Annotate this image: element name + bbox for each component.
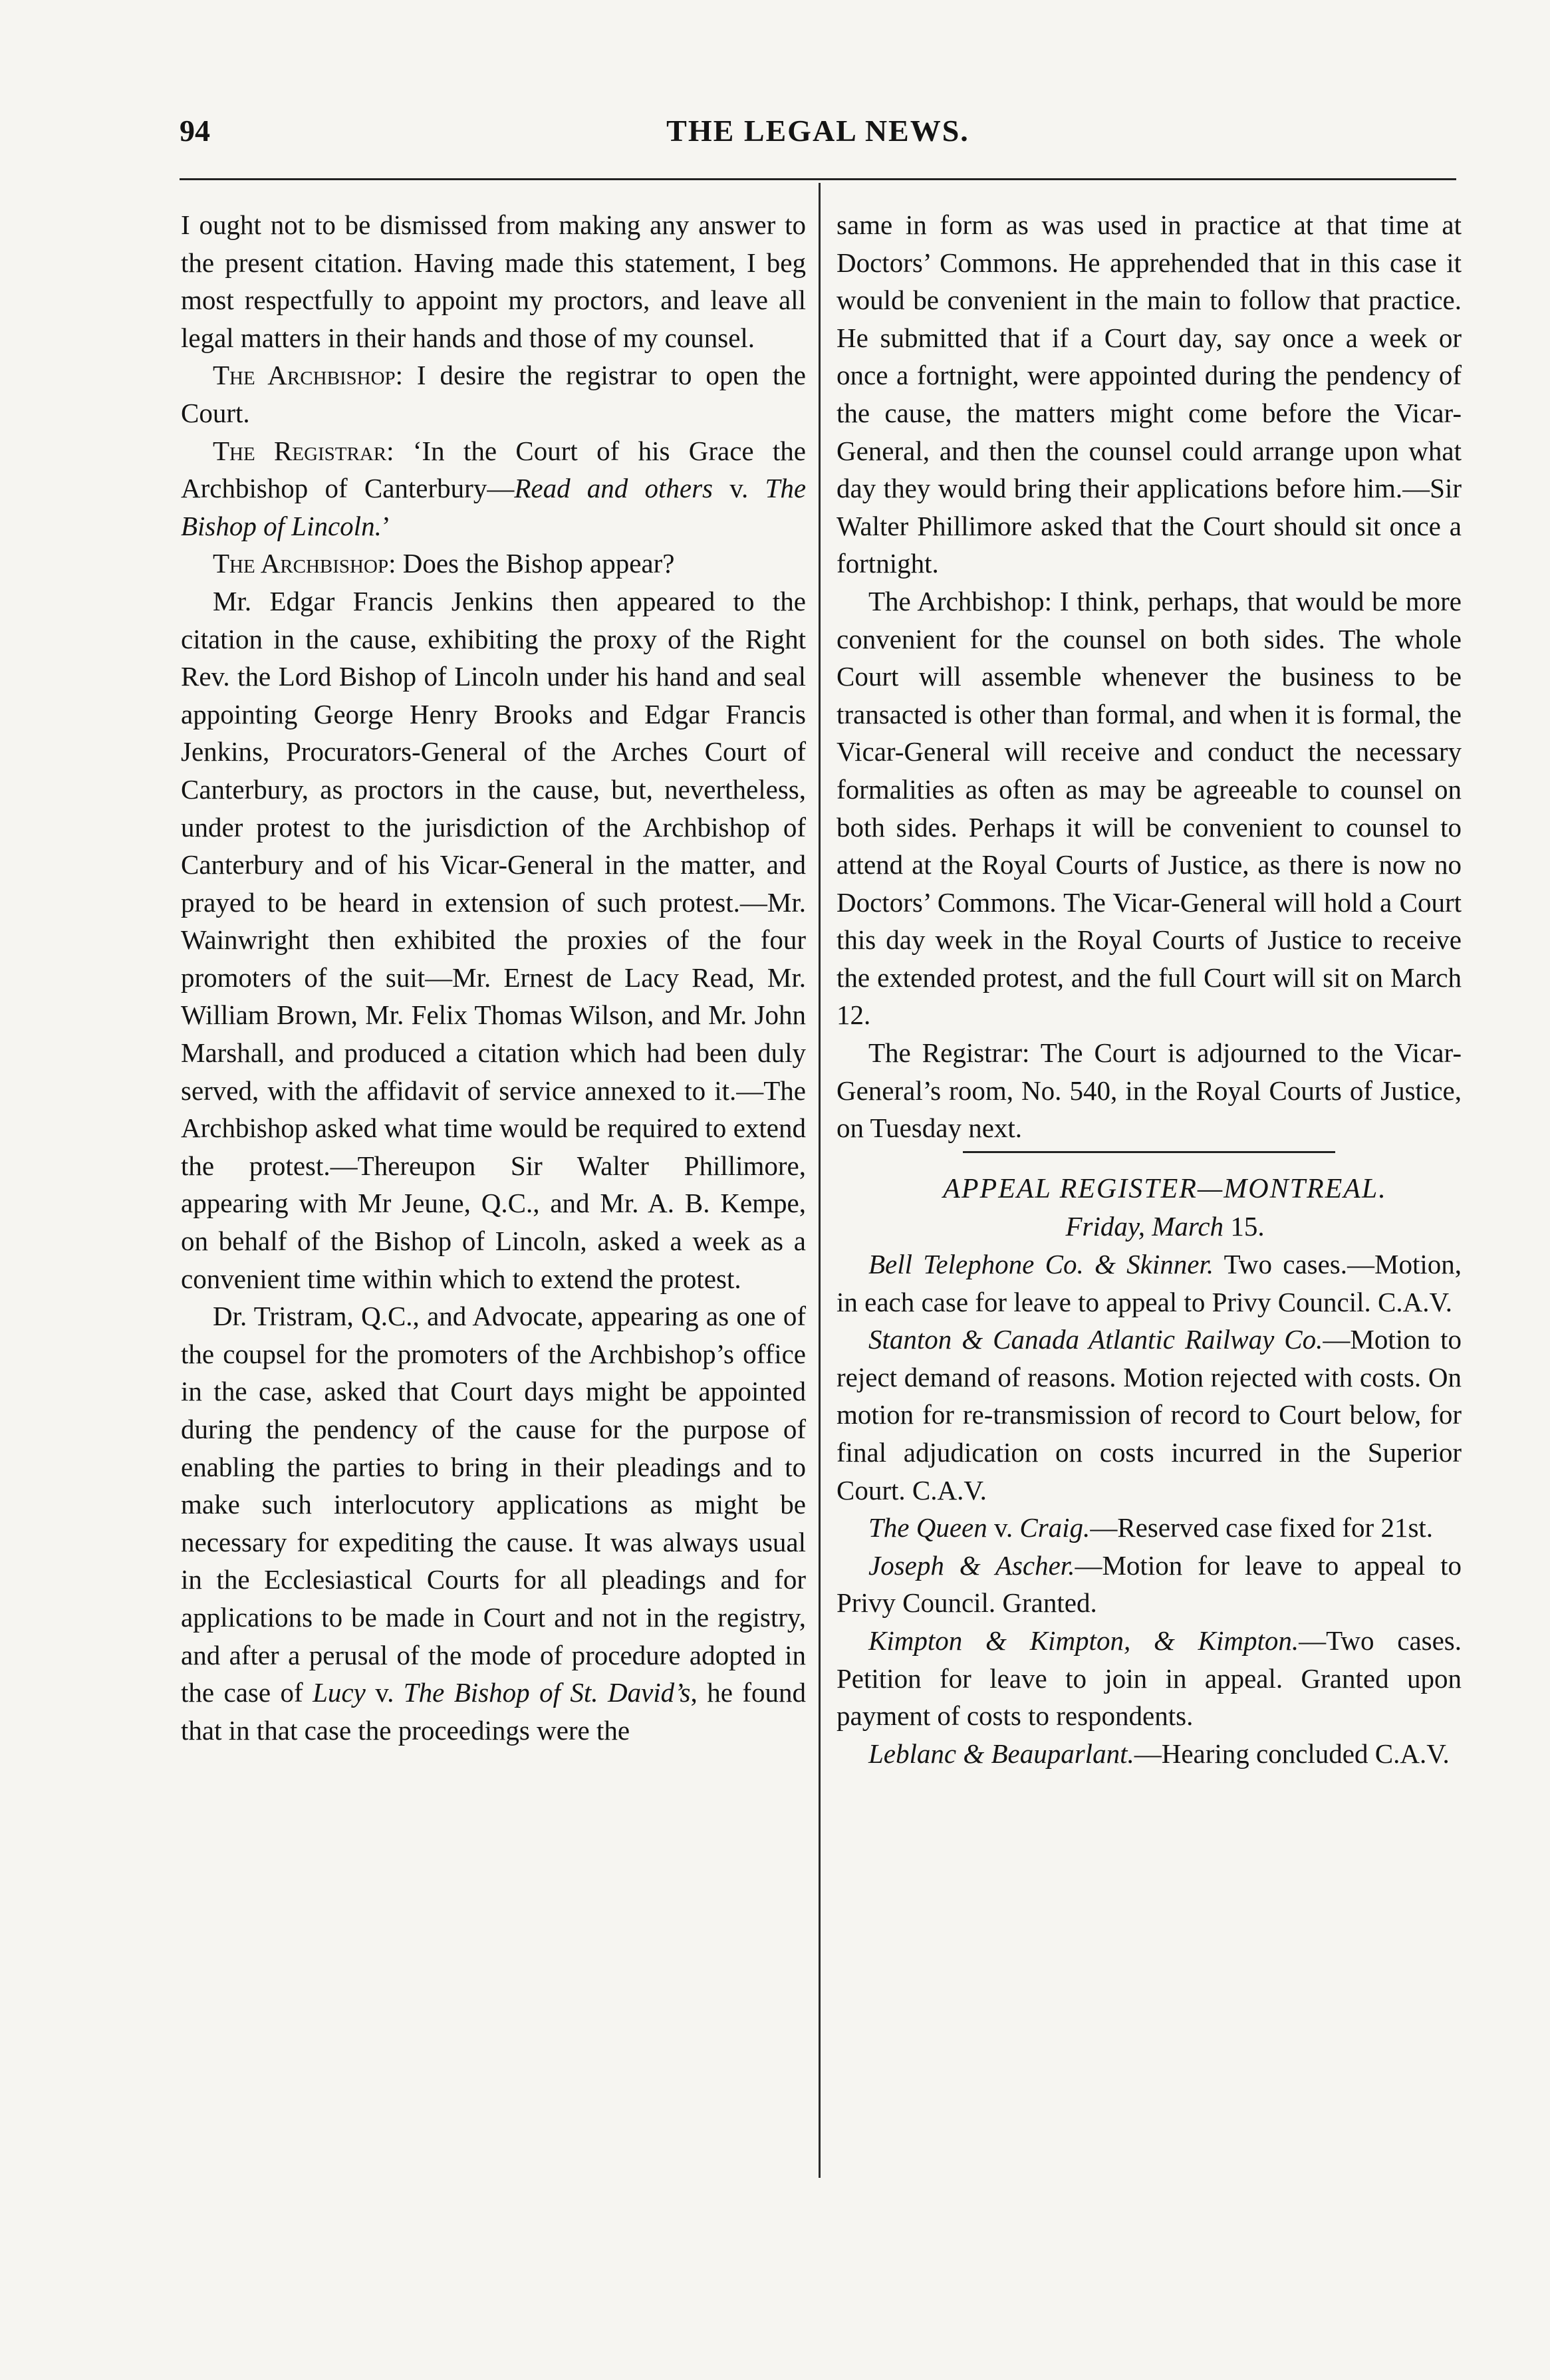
right-paragraph-1: same in form as was used in practice at that time at Doctors’ Commons. He apprehended that in this case it would be convenient in the main to follow that practice. He submitted that if a Court day, say once a week or once a fortnight, were appointed during the pendency of the cause, the matters might come before the Vicar-General, and then the counsel could arrange upon what day they would bring their applications before him.—Sir Walter Phillimore asked that the Court should sit once a fortnight.: [837, 209, 1462, 579]
appeal-entry: [837, 1509, 1462, 1547]
versus: v.: [713, 473, 765, 504]
running-title: THE LEGAL NEWS.: [666, 114, 969, 148]
left-paragraph-5: Mr. Edgar Francis Jenkins then appeared to the citation in the cause, exhibiting the proxy of the Right Rev. the Lord Bishop of Lincoln under his hand and seal appointing George Henry Brooks and Edgar Francis Jenkins, Procurators-General of the Arches Court of Canterbury, as proctors in the cause, but, nevertheless, under protest to the jurisdiction of the Archbishop of Canterbury and of his Vicar-General in the matter, and prayed to be heard in extension of such protest.—Mr. Wainwright then exhibited the proxies of the four promoters of the suit—Mr. Ernest de Lacy Read, Mr. William Brown, Mr. Felix Thomas Wilson, and Mr. John Marshall, and produced a citation which had been duly served, with the affidavit of service annexed to it.—The Archbishop asked what time would be required to extend the protest.—Thereupon Sir Walter Phillimore, appearing with Mr Jeune, Q.C., and Mr. A. B. Kempe, on behalf of the Bishop of Lincoln, asked a week as a convenient time within which to extend the protest.: [181, 585, 806, 1294]
case-name: The Bishop of Lincoln.: [181, 473, 807, 541]
paragraph-text: Dr. Tristram, Q.C., and Advocate, appearing as one of the coupsel for the promoters of the Archbishop’s office in the case, asked that Court days might be appointed during the pendency of the cause for the purpose of enabling the parties to bring in their pleadings and to make such interlocutory applications as might be necessary for expediting the cause. It was always usual in the Ecclesiastical Courts for all pleadings and for applications to be made in Court and not in the registry, and after a perusal of the mode of procedure adopted in the case of: [181, 1301, 806, 1708]
appeal-entry: [837, 1321, 1462, 1509]
appeal-entry: [837, 1622, 1462, 1735]
appeal-entry: [837, 1547, 1462, 1622]
case-name: Bell Telephone Co. & Skinner.: [868, 1249, 1214, 1280]
case-name: Read and others: [514, 473, 713, 504]
page-header: [180, 106, 1456, 166]
versus: v.: [987, 1512, 1020, 1543]
appeal-register-heading: APPEAL REGISTER—MONTREAL.: [943, 1173, 1387, 1204]
case-name: Stanton & Canada Atlantic Railway Co.: [868, 1324, 1323, 1355]
speaker-archbishop: The Archbishop:: [213, 548, 396, 579]
left-paragraph-1: I ought not to be dismissed from making any answer to the present citation. Having made this statement, I beg most respectfully to appoint my proctors, and leave all legal matters in their hands and those of my counsel.: [181, 209, 806, 353]
entry-text: —Motion to reject demand of reasons. Motion rejected with costs. On motion for re-transmission of record to Court below, for final adjudication on costs incurred in the Superior Court. C.A.V.: [837, 1324, 1462, 1506]
date-number: 15.: [1224, 1211, 1265, 1242]
versus: v.: [365, 1677, 404, 1708]
date-text: Friday, March: [1065, 1211, 1224, 1242]
case-name: The Queen: [868, 1512, 987, 1543]
quote-end: ’: [381, 510, 391, 541]
page-number: 94: [180, 114, 210, 148]
left-column: [181, 206, 806, 1749]
case-name: Joseph & Ascher.: [868, 1549, 1075, 1581]
speech-text: ‘In the Court of his Grace the Archbishop of Canterbury—: [181, 435, 806, 504]
speech-text: I desire the registrar to open the Court.: [181, 360, 806, 428]
section-rule: [963, 1151, 1335, 1153]
right-paragraph-3: The Registrar: The Court is adjourned to the Vicar-General’s room, No. 540, in the Royal Courts of Justice, on Tuesday next.: [837, 1037, 1462, 1144]
paragraph-text: , he found that in that case the proceedings were the: [181, 1677, 806, 1746]
entry-text: —Hearing concluded C.A.V.: [1134, 1738, 1450, 1769]
speech-text: Does the Bishop appear?: [396, 548, 675, 579]
right-column: [837, 206, 1462, 1772]
header-rule: [180, 178, 1456, 180]
entry-text: Two cases.—Motion, in each case for leave to appeal to Privy Council. C.A.V.: [837, 1249, 1462, 1317]
left-paragraph-4: [181, 545, 806, 583]
appeal-register-date: [837, 1208, 1462, 1246]
entry-text: —Two cases. Petition for leave to join in appeal. Granted upon payment of costs to respondents.: [837, 1625, 1462, 1732]
case-name: Craig.: [1019, 1512, 1091, 1543]
column-divider: [819, 183, 821, 2178]
left-paragraph-6: [181, 1297, 806, 1749]
left-paragraph-2: [181, 356, 806, 432]
speaker-registrar: The Registrar:: [213, 435, 394, 466]
case-name: Lucy: [313, 1677, 366, 1708]
case-name: Leblanc & Beauparlant.: [868, 1738, 1134, 1769]
appeal-entry: [837, 1246, 1462, 1321]
appeal-entry: [837, 1735, 1462, 1773]
entry-text: —Reserved case fixed for 21st.: [1090, 1512, 1434, 1543]
left-paragraph-3: [181, 432, 806, 545]
entry-text: —Motion for leave to appeal to Privy Council. Granted.: [837, 1549, 1462, 1619]
case-name: The Bishop of St. David’s: [403, 1677, 691, 1708]
case-name: Kimpton & Kimpton, & Kimpton.: [868, 1625, 1299, 1656]
right-paragraph-2: The Archbishop: I think, perhaps, that would be more convenient for the counsel on both sides. The whole Court will assemble whenever the business to be transacted is other than formal, and when it is formal, the Vicar-General will receive and conduct the necessary formalities as often as may be agreeable to counsel on both sides. Perhaps it will be convenient to counsel to attend at the Royal Courts of Justice, as there is now no Doctors’ Commons. The Vicar-General will hold a Court this day week in the Royal Courts of Justice to receive the extended protest, and the full Court will sit on March 12.: [837, 585, 1462, 1031]
speaker-archbishop: The Archbishop:: [213, 360, 404, 391]
